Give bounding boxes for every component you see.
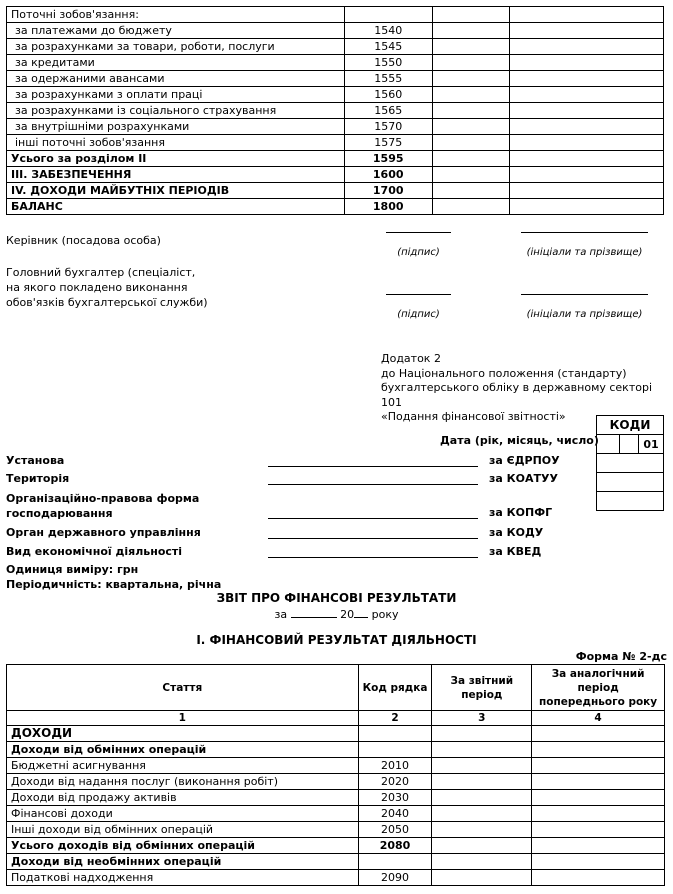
koatuu-label: за КОАТУУ <box>489 472 558 485</box>
legal-form-line-2: господарювання <box>6 507 113 520</box>
row-code: 1560 <box>344 87 432 103</box>
row-code: 1570 <box>344 119 432 135</box>
row-code: 2080 <box>358 838 432 854</box>
table-row <box>7 23 664 39</box>
row-code: 1540 <box>344 23 432 39</box>
row-label: за кредитами <box>7 55 345 71</box>
col-number-4: 4 <box>532 711 665 726</box>
row-code: 1800 <box>344 199 432 215</box>
row-previous-value <box>532 870 665 886</box>
row-previous-value <box>532 790 665 806</box>
period-year-prefix: 20 <box>340 608 355 621</box>
results-table <box>6 664 665 886</box>
territory-label: Територія <box>6 472 70 485</box>
row-current-value <box>432 23 510 39</box>
col-header-article: Стаття <box>7 665 359 711</box>
authority-line <box>268 538 478 539</box>
table-row <box>7 103 664 119</box>
row-current-value <box>432 742 532 758</box>
row-code: 1565 <box>344 103 432 119</box>
table-row <box>7 790 665 806</box>
date-month-cell <box>620 435 639 454</box>
col-number-3: 3 <box>432 711 532 726</box>
row-label: за розрахунками з оплати праці <box>7 87 345 103</box>
table-row <box>7 151 664 167</box>
row-previous-value <box>510 119 664 135</box>
period-prefix: за <box>274 608 288 621</box>
row-code: 1550 <box>344 55 432 71</box>
col-number-1: 1 <box>7 711 359 726</box>
legal-form-line-1: Організаційно-правова форма <box>6 492 200 505</box>
row-label: ДОХОДИ <box>7 726 359 742</box>
row-current-value <box>432 71 510 87</box>
row-current-value <box>432 39 510 55</box>
accountant-line-1: Головний бухгалтер (спеціаліст, <box>6 266 196 279</box>
kopfg-label: за КОПФГ <box>489 506 553 519</box>
row-code: 1700 <box>344 183 432 199</box>
edrpou-code-cell <box>597 454 664 473</box>
table-row <box>7 183 664 199</box>
accountant-name-hint: (ініціали та прізвище) <box>526 309 643 320</box>
appendix-line-3: бухгалтерського обліку в державному секторі 101 <box>381 381 653 409</box>
row-previous-value <box>510 167 664 183</box>
row-label: Доходи від продажу активів <box>7 790 359 806</box>
row-current-value <box>432 87 510 103</box>
row-label: за розрахунками із соціального страхування <box>7 103 345 119</box>
row-previous-value <box>532 726 665 742</box>
codes-box <box>596 415 664 511</box>
table-row <box>7 199 664 215</box>
row-label: інші поточні зобов'язання <box>7 135 345 151</box>
row-label: Інші доходи від обмінних операцій <box>7 822 359 838</box>
accountant-sign-hint: (підпис) <box>397 309 440 320</box>
row-current-value <box>432 774 532 790</box>
table-row <box>7 135 664 151</box>
head-sign-line <box>386 232 451 233</box>
row-previous-value <box>532 838 665 854</box>
row-previous-value <box>510 55 664 71</box>
accountant-name-line <box>521 294 648 295</box>
table-row <box>7 87 664 103</box>
row-code <box>358 742 432 758</box>
legal-form-line <box>268 518 478 519</box>
row-current-value <box>432 870 532 886</box>
row-previous-value <box>510 39 664 55</box>
kopfg-code-cell <box>597 492 664 511</box>
row-current-value <box>432 854 532 870</box>
row-current-value <box>432 183 510 199</box>
row-previous-value <box>532 774 665 790</box>
head-sign-hint: (підпис) <box>397 247 440 258</box>
territory-line <box>268 484 478 485</box>
head-label: Керівник (посадова особа) <box>6 234 161 247</box>
row-label: за одержаними авансами <box>7 71 345 87</box>
table-row <box>7 838 665 854</box>
row-label: за платежами до бюджету <box>7 23 345 39</box>
row-label: Бюджетні асигнування <box>7 758 359 774</box>
row-previous-value <box>510 7 664 23</box>
report-period <box>0 606 673 621</box>
row-label: за внутрішніми розрахунками <box>7 119 345 135</box>
row-current-value <box>432 758 532 774</box>
date-day-cell: 01 <box>639 435 664 454</box>
row-code: 1545 <box>344 39 432 55</box>
col-number-2: 2 <box>358 711 432 726</box>
row-code: 2090 <box>358 870 432 886</box>
table-row <box>7 742 665 758</box>
row-previous-value <box>510 135 664 151</box>
row-code <box>344 7 432 23</box>
edrpou-label: за ЄДРПОУ <box>489 454 560 467</box>
row-label: Доходи від надання послуг (виконання робіт) <box>7 774 359 790</box>
row-current-value <box>432 199 510 215</box>
legal-form-label <box>6 491 199 521</box>
row-previous-value <box>532 854 665 870</box>
row-current-value <box>432 838 532 854</box>
col-header-current: За звітний період <box>432 665 532 711</box>
table-row <box>7 758 665 774</box>
kved-label: за КВЕД <box>489 545 542 558</box>
row-current-value <box>432 167 510 183</box>
table-row <box>7 71 664 87</box>
activity-line <box>268 557 478 558</box>
row-previous-value <box>532 742 665 758</box>
row-current-value <box>432 119 510 135</box>
row-previous-value <box>510 183 664 199</box>
appendix-line-4: «Подання фінансової звітності» <box>381 410 566 423</box>
table-row <box>7 167 664 183</box>
row-code <box>358 854 432 870</box>
table-row <box>7 726 665 742</box>
row-code: 1595 <box>344 151 432 167</box>
table-row <box>7 822 665 838</box>
row-code: 1575 <box>344 135 432 151</box>
appendix-note <box>381 352 673 425</box>
row-code: 2010 <box>358 758 432 774</box>
period-suffix: року <box>371 608 399 621</box>
table-row <box>7 870 665 886</box>
row-label: Усього за розділом ІІ <box>7 151 345 167</box>
report-title: ЗВІТ ПРО ФІНАНСОВІ РЕЗУЛЬТАТИ <box>216 591 457 605</box>
table-row <box>7 55 664 71</box>
row-previous-value <box>510 103 664 119</box>
row-previous-value <box>510 87 664 103</box>
row-current-value <box>432 726 532 742</box>
row-previous-value <box>532 806 665 822</box>
row-code: 2020 <box>358 774 432 790</box>
institution-line <box>268 466 478 467</box>
row-label: Фінансові доходи <box>7 806 359 822</box>
row-current-value <box>432 55 510 71</box>
row-code: 1555 <box>344 71 432 87</box>
authority-label: Орган державного управління <box>6 526 201 539</box>
col-header-code: Код рядка <box>358 665 432 711</box>
row-code: 2050 <box>358 822 432 838</box>
row-previous-value <box>510 151 664 167</box>
codes-header: КОДИ <box>597 416 664 435</box>
appendix-line-2: до Національного положення (стандарту) <box>381 366 627 380</box>
form-number: Форма № 2-дс <box>575 650 667 663</box>
institution-label: Установа <box>6 454 65 467</box>
row-previous-value <box>532 822 665 838</box>
row-label: ІІІ. ЗАБЕЗПЕЧЕННЯ <box>7 167 345 183</box>
table-row <box>7 774 665 790</box>
date-year-cell <box>597 435 620 454</box>
row-previous-value <box>510 23 664 39</box>
row-label: Доходи від необмінних операцій <box>7 854 359 870</box>
row-code: 1600 <box>344 167 432 183</box>
row-label: Податкові надходження <box>7 870 359 886</box>
activity-label: Вид економічної діяльності <box>6 545 183 558</box>
section-title: І. ФІНАНСОВИЙ РЕЗУЛЬТАТ ДІЯЛЬНОСТІ <box>196 633 477 647</box>
row-code: 2040 <box>358 806 432 822</box>
date-label: Дата (рік, місяць, число) <box>440 434 599 447</box>
row-current-value <box>432 135 510 151</box>
liabilities-table <box>6 6 664 215</box>
period-month-blank <box>291 606 337 618</box>
row-label: БАЛАНС <box>7 199 345 215</box>
table-row <box>7 806 665 822</box>
row-current-value <box>432 790 532 806</box>
row-label: за розрахунками за товари, роботи, послуги <box>7 39 345 55</box>
row-current-value <box>432 7 510 23</box>
row-label: Поточні зобов'язання: <box>7 7 345 23</box>
accountant-line-2: на якого покладено виконання <box>6 281 188 294</box>
row-label: Доходи від обмінних операцій <box>7 742 359 758</box>
row-current-value <box>432 806 532 822</box>
accountant-label <box>6 265 208 310</box>
row-current-value <box>432 822 532 838</box>
row-previous-value <box>510 199 664 215</box>
table-row <box>7 854 665 870</box>
table-row <box>7 7 664 23</box>
row-previous-value <box>510 71 664 87</box>
head-name-line <box>521 232 648 233</box>
kodu-label: за КОДУ <box>489 526 544 539</box>
row-label: IV. ДОХОДИ МАЙБУТНІХ ПЕРІОДІВ <box>7 183 345 199</box>
row-code <box>358 726 432 742</box>
row-code: 2030 <box>358 790 432 806</box>
accountant-sign-line <box>386 294 451 295</box>
koatuu-code-cell <box>597 473 664 492</box>
col-header-previous: За аналогічний період попереднього року <box>532 665 665 711</box>
accountant-line-3: обов'язків бухгалтерської служби) <box>6 296 208 309</box>
row-current-value <box>432 103 510 119</box>
periodicity-label: Періодичність: квартальна, річна <box>6 578 222 591</box>
row-current-value <box>432 151 510 167</box>
period-year-blank <box>354 606 368 618</box>
head-name-hint: (ініціали та прізвище) <box>526 247 643 258</box>
table-row <box>7 119 664 135</box>
row-label: Усього доходів від обмінних операцій <box>7 838 359 854</box>
table-row <box>7 39 664 55</box>
unit-label: Одиниця виміру: грн <box>6 563 139 576</box>
row-previous-value <box>532 758 665 774</box>
appendix-line-1: Додаток 2 <box>381 352 441 365</box>
